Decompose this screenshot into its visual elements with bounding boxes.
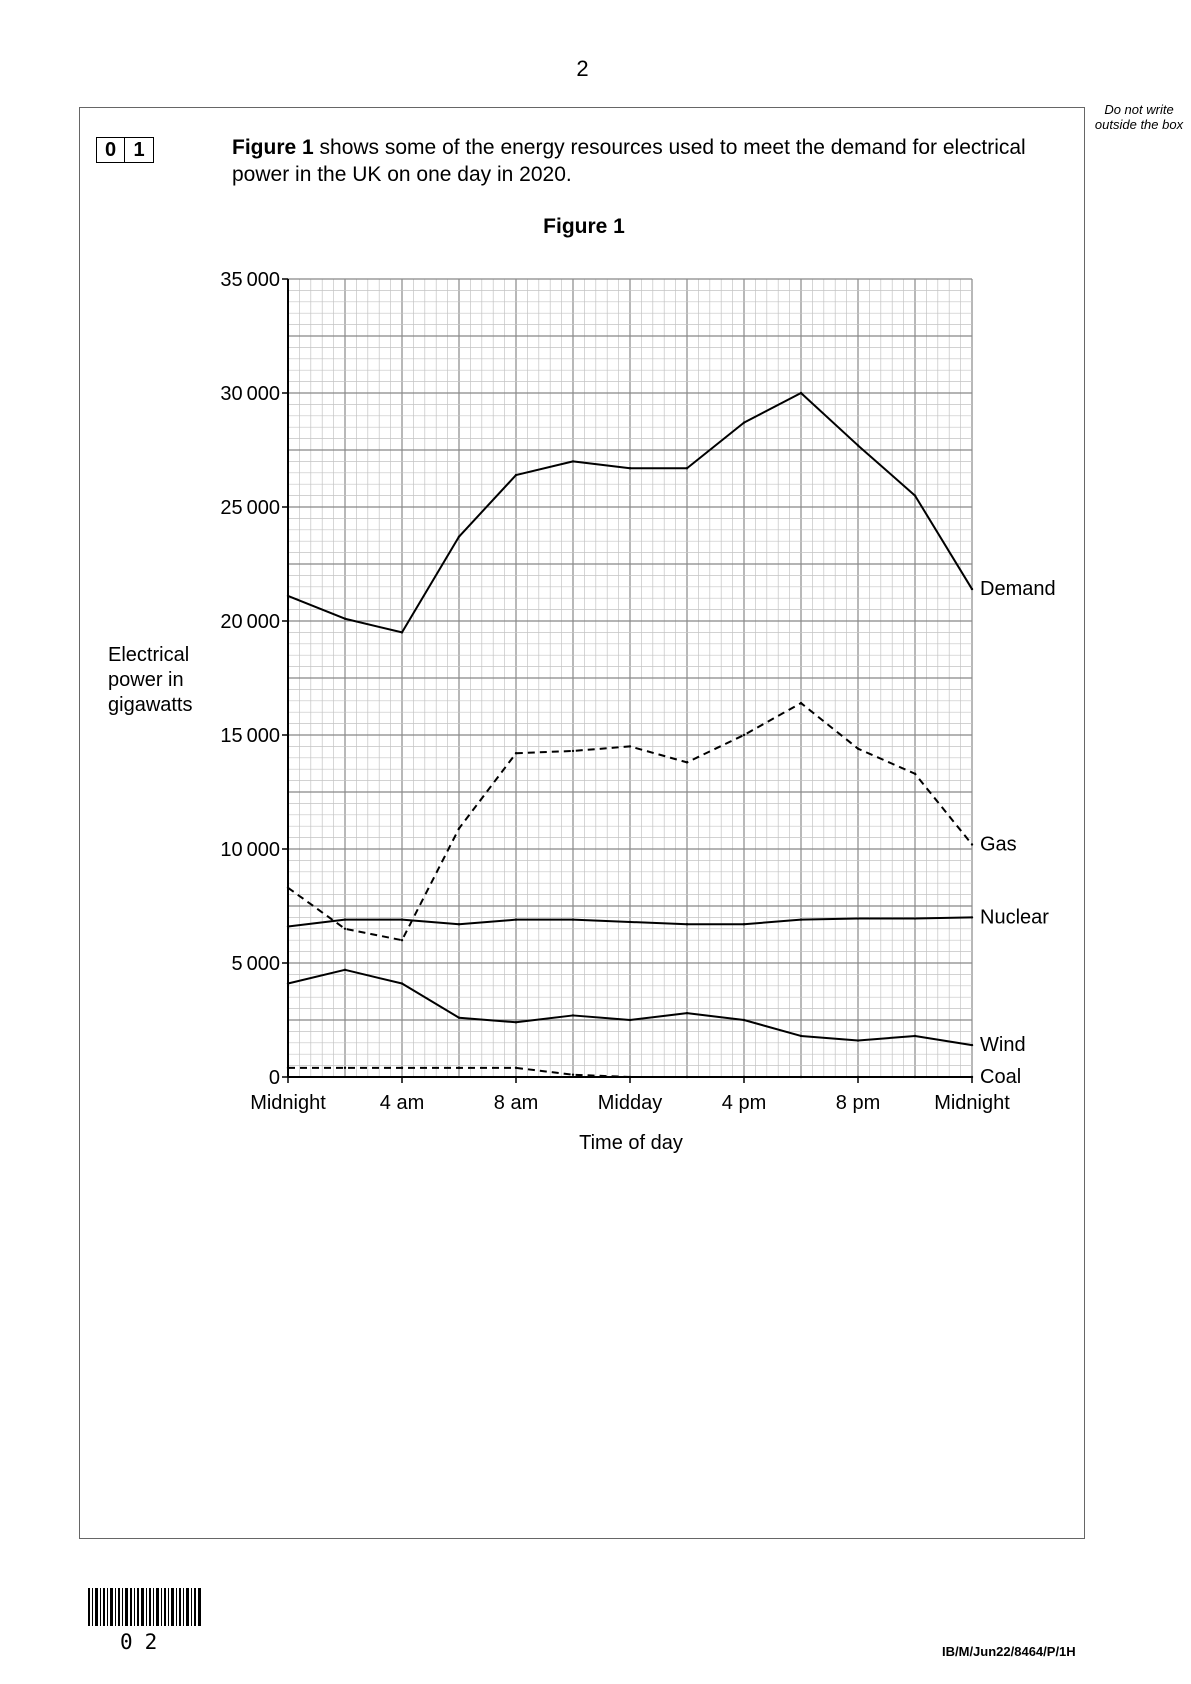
barcode [88, 1588, 203, 1628]
data-point-demand [344, 618, 346, 620]
data-point-demand [686, 467, 688, 469]
y-tick-label: 15 000 [220, 725, 280, 747]
data-point-wind [458, 1017, 460, 1019]
data-point-coal [458, 1067, 460, 1069]
data-point-demand [401, 631, 403, 633]
data-point-demand [629, 467, 631, 469]
y-tick-label: 30 000 [220, 383, 280, 405]
intro-text: shows some of the energy resources used to meet the demand for electrical power in the UK on one day in 2020. [232, 136, 1026, 186]
data-point-wind [914, 1035, 916, 1037]
data-point-gas [344, 928, 346, 930]
data-point-nuclear [857, 917, 859, 919]
y-tick-label: 10 000 [220, 839, 280, 861]
data-point-nuclear [743, 923, 745, 925]
data-point-coal [971, 1076, 973, 1078]
data-point-wind [287, 982, 289, 984]
data-point-coal [572, 1074, 574, 1076]
x-tick-label: 8 pm [835, 1092, 881, 1114]
data-point-demand [743, 421, 745, 423]
y-tick-label: 25 000 [220, 497, 280, 519]
data-point-gas [287, 887, 289, 889]
data-point-wind [800, 1035, 802, 1037]
data-point-coal [629, 1076, 631, 1078]
data-point-demand [971, 588, 973, 590]
figure-title: Figure 1 [543, 215, 625, 238]
x-tick-labels [250, 1077, 1010, 1114]
data-point-gas [743, 734, 745, 736]
y-axis-title-line: power in [108, 669, 184, 691]
data-point-nuclear [287, 925, 289, 927]
data-point-gas [572, 750, 574, 752]
data-point-gas [914, 773, 916, 775]
series-label-gas: Gas [980, 833, 1017, 856]
data-point-coal [914, 1076, 916, 1078]
y-axis-title-line: Electrical [108, 644, 190, 666]
y-tick-labels [220, 269, 288, 1089]
data-point-gas [686, 761, 688, 763]
data-point-nuclear [971, 916, 973, 918]
x-tick-label: Midday [597, 1092, 663, 1114]
data-point-gas [971, 843, 973, 845]
data-point-demand [287, 595, 289, 597]
series-label-demand: Demand [980, 578, 1056, 601]
data-point-demand [800, 392, 802, 394]
x-tick-label: 4 pm [721, 1092, 767, 1114]
data-point-coal [344, 1067, 346, 1069]
chart-grid [288, 279, 972, 1077]
data-point-gas [515, 752, 517, 754]
data-point-gas [857, 747, 859, 749]
data-point-wind [572, 1014, 574, 1016]
y-tick-label: 0 [268, 1067, 280, 1089]
data-point-gas [629, 745, 631, 747]
series-label-wind: Wind [980, 1034, 1026, 1057]
paper-reference: IB/M/Jun22/8464/P/1H [942, 1644, 1076, 1659]
x-tick-label: Midnight [934, 1092, 1010, 1114]
margin-note: Do not write outside the box [1094, 102, 1184, 132]
data-point-gas [458, 827, 460, 829]
data-point-wind [857, 1039, 859, 1041]
data-point-gas [800, 702, 802, 704]
data-point-wind [401, 982, 403, 984]
series-labels [980, 578, 1056, 1088]
data-point-nuclear [914, 917, 916, 919]
data-point-nuclear [800, 918, 802, 920]
data-point-coal [743, 1076, 745, 1078]
question-digit: 1 [125, 137, 154, 163]
data-point-coal [515, 1067, 517, 1069]
series-label-coal: Coal [980, 1066, 1022, 1088]
intro-figure-ref: Figure 1 [232, 136, 314, 159]
data-point-wind [629, 1019, 631, 1021]
data-point-nuclear [344, 918, 346, 920]
data-point-gas [401, 939, 403, 941]
y-tick-label: 20 000 [220, 611, 280, 633]
data-point-wind [686, 1012, 688, 1014]
data-point-demand [515, 474, 517, 476]
question-digit: 0 [96, 137, 125, 163]
data-point-demand [458, 535, 460, 537]
x-tick-label: 4 am [379, 1092, 425, 1114]
page-number: 2 [576, 56, 589, 81]
y-axis-title [108, 644, 195, 716]
y-tick-label: 5 000 [231, 953, 280, 975]
data-point-wind [743, 1019, 745, 1021]
data-point-nuclear [686, 923, 688, 925]
data-point-nuclear [572, 918, 574, 920]
x-tick-label: Midnight [250, 1092, 326, 1114]
y-tick-label: 35 000 [220, 269, 280, 291]
data-point-demand [572, 460, 574, 462]
data-point-coal [401, 1067, 403, 1069]
data-point-coal [287, 1067, 289, 1069]
data-point-demand [857, 444, 859, 446]
data-point-coal [800, 1076, 802, 1078]
data-point-coal [686, 1076, 688, 1078]
x-tick-label: 8 am [493, 1092, 539, 1114]
x-axis-title: Time of day [579, 1132, 683, 1154]
data-point-nuclear [629, 921, 631, 923]
data-point-demand [914, 494, 916, 496]
series-label-nuclear: Nuclear [980, 906, 1049, 929]
y-axis-title-line: gigawatts [108, 694, 193, 716]
data-point-nuclear [458, 923, 460, 925]
data-point-nuclear [515, 918, 517, 920]
data-point-coal [857, 1076, 859, 1078]
data-point-wind [344, 969, 346, 971]
data-point-wind [515, 1021, 517, 1023]
data-point-wind [971, 1044, 973, 1046]
data-point-nuclear [401, 918, 403, 920]
barcode-digits: 02 [120, 1630, 170, 1654]
